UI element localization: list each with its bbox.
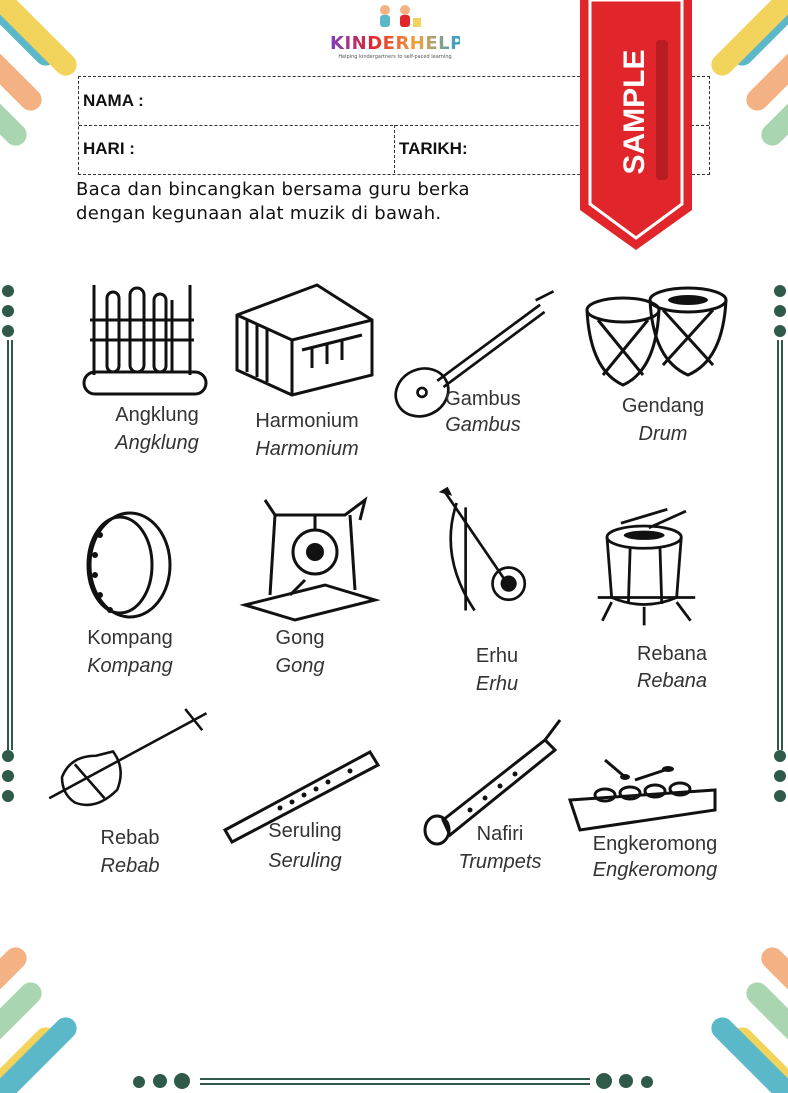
logo-tagline: Helping kindergartners to self-paced learning (338, 54, 452, 60)
kids-icon (365, 4, 425, 30)
bottom-dot (133, 1076, 145, 1088)
right-border-line (777, 340, 779, 750)
instrument-card-kompang (45, 505, 215, 695)
instruction-line-1: Baca dan bincangkan bersama guru berka (76, 179, 470, 200)
instrument-malay-name: Rebana (636, 643, 708, 665)
instrument-malay-name: Erhu (475, 645, 519, 667)
instrument-english-name: Trumpets (458, 851, 542, 873)
hari-label: HARI : (83, 139, 135, 158)
instrument-card-seruling (220, 730, 390, 920)
bottom-dot (153, 1074, 167, 1088)
bottom-line-2 (200, 1083, 590, 1085)
instrument-malay-name: Harmonium (255, 410, 359, 432)
left-dot (2, 325, 14, 337)
bottom-line (200, 1078, 590, 1080)
instrument-english-name: Angklung (115, 432, 199, 454)
instrument-english-name: Rebana (636, 670, 708, 692)
instruction-line-2: dengan kegunaan alat muzik di bawah. (76, 203, 442, 224)
instrument-malay-name: Angklung (115, 404, 199, 426)
left-dot (2, 790, 14, 802)
instrument-english-name: Engkeromong (592, 859, 718, 881)
instrument-malay-name: Rebab (100, 827, 160, 849)
instrument-english-name: Harmonium (255, 438, 359, 460)
corner-decoration-bottom-left (0, 943, 150, 1093)
instrument-card-engkeromong (565, 755, 745, 945)
right-dot (774, 770, 786, 782)
sample-text: SAMPLE (618, 49, 651, 175)
instrument-malay-name: Kompang (87, 627, 173, 649)
instrument-card-nafiri (415, 715, 585, 905)
right-dot (774, 790, 786, 802)
instrument-card-gambus (388, 280, 558, 470)
tarikh-label: TARIKH: (399, 139, 468, 158)
right-dot (774, 305, 786, 317)
form-divider (394, 125, 395, 173)
instruction-text (76, 178, 596, 226)
logo-brand: KINDERHELP (330, 33, 464, 54)
instrument-english-name: Kompang (87, 655, 173, 677)
engkeromong-icon (565, 755, 745, 845)
kompang-icon (45, 505, 215, 635)
sample-ribbon (580, 0, 692, 250)
instrument-english-name: Gambus (445, 414, 521, 436)
nama-label: NAMA : (83, 91, 144, 110)
left-border-line-2 (11, 340, 13, 750)
corner-decoration-bottom-right (638, 943, 788, 1093)
kinderhelp-logo (330, 4, 464, 66)
right-border-line-2 (781, 340, 783, 750)
instrument-card-gendang (578, 280, 748, 470)
instrument-malay-name: Gambus (445, 388, 521, 410)
left-border-line (7, 340, 9, 750)
left-dot (2, 305, 14, 317)
instrument-malay-name: Gendang (621, 395, 705, 417)
instrument-english-name: Seruling (268, 850, 342, 872)
bottom-dot (619, 1074, 633, 1088)
instrument-malay-name: Seruling (268, 820, 342, 842)
right-dot (774, 325, 786, 337)
instrument-malay-name: Engkeromong (592, 833, 718, 855)
right-dot (774, 285, 786, 297)
gong-icon (215, 490, 385, 620)
rebana-icon (587, 500, 757, 630)
gendang-icon (578, 280, 748, 410)
left-dot (2, 750, 14, 762)
instrument-malay-name: Gong (275, 627, 325, 649)
instrument-english-name: Rebab (100, 855, 160, 877)
instrument-card-gong (215, 490, 385, 680)
instrument-card-rebana (587, 500, 757, 690)
instrument-card-angklung (72, 280, 242, 470)
instrument-english-name: Drum (638, 423, 688, 445)
instrument-card-harmonium (222, 280, 392, 470)
angklung-icon (72, 280, 242, 410)
left-dot (2, 285, 14, 297)
instrument-english-name: Gong (275, 655, 325, 677)
instrument-card-erhu (412, 485, 582, 695)
instrument-card-rebab (45, 695, 215, 885)
bottom-dot (596, 1073, 612, 1089)
bottom-dot (641, 1076, 653, 1088)
instrument-malay-name: Nafiri (476, 823, 524, 845)
instrument-english-name: Erhu (475, 673, 519, 695)
right-dot (774, 750, 786, 762)
rebab-icon (45, 695, 215, 825)
bottom-dot (174, 1073, 190, 1089)
erhu-icon (412, 485, 582, 615)
left-dot (2, 770, 14, 782)
harmonium-icon (222, 280, 392, 410)
